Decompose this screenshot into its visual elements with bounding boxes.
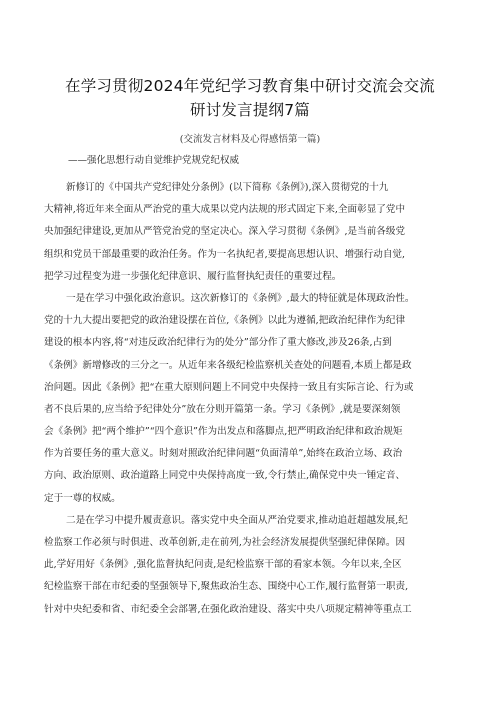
body-line: 作为首要任务的重大意义。时刻对照政治纪律问题“负面清单”,始终在政治立场、政治 — [44, 448, 403, 460]
body-line: 治问题。因此《条例》把“在重大原则问题上不同党中央保持一致且有实际言论、行为或 — [44, 381, 414, 393]
body-line: 组织和党员干部最重要的政治任务。作为一名执纪者,要提高思想认识、增强行动自觉, — [44, 248, 406, 260]
title-line-2: 研讨发言提纲7篇 — [190, 101, 310, 119]
body-line: 《条例》新增修改的三分之一。从近年来各级纪检监察机关查处的问题看,本质上都是政 — [44, 359, 412, 371]
subheading: (交流发言材料及心得感悟第一篇) — [179, 134, 321, 145]
section-heading: ——强化思想行动自觉维护党规党纪权威 — [68, 155, 240, 166]
body-line: 此,学好用好《条例》,强化监督执纪问责,是纪检监察干部的看家本领。今年以来,全区 — [44, 559, 402, 571]
body-line: 一是在学习中强化政治意识。这次新修订的《条例》,最大的特征就是体现政治性。 — [66, 292, 415, 304]
body-line: 二是在学习中提升履责意识。落实党中央全面从严治党要求,推动追赶超越发展,纪 — [66, 514, 408, 526]
body-text — [44, 177, 460, 621]
body-line: 检监察工作必须与时俱进、改革创新,走在前列,为社会经济发展提供坚强纪律保障。因 — [44, 537, 406, 548]
body-line: 央加强纪律建设,更加从严管党治党的坚定决心。深入学习贯彻《条例》,是当前各级党 — [44, 226, 406, 238]
title-line-1: 在学习贯彻2024年党纪学习教育集中研讨交流会交流 — [65, 77, 435, 95]
body-line: 会《条例》把“两个维护”“四个意识”作为出发点和落脚点,把严明政治纪律和政治规矩 — [44, 426, 403, 438]
body-line: 者不良后果的,应当给予纪律处分”放在分则开篇第一条。学习《条例》,就是要深刻领 — [44, 403, 401, 415]
body-line: 定于一尊的权威。 — [44, 492, 121, 504]
body-line: 新修订的《中国共产党纪律处分条例》(以下简称《条例》),深入贯彻党的十九 — [66, 182, 389, 193]
body-line: 方向、政治原则、政治道路上同党中央保持高度一致,令行禁止,确保党中央一锤定音、 — [44, 470, 406, 482]
body-line: 党的十九大提出要把党的政治建设摆在首位,《条例》以此为遵循,把政治纪律作为纪律 — [44, 315, 406, 327]
document-title — [40, 74, 460, 122]
body-line: 纪检监察干部在市纪委的坚强领导下,聚焦政治生态、围绕中心工作,履行监督第一职责, — [44, 581, 409, 593]
body-line: 把学习过程变为进一步强化纪律意识、履行监督执纪责任的重要过程。 — [44, 270, 342, 282]
body-line: 针对中央纪委和省、市纪委全会部署,在强化政治建设、落实中央八项规定精神等重点工 — [44, 603, 412, 615]
body-line: 大精神,将近年来全面从严治党的重大成果以党内法规的形式固定下来,全面彰显了党中 — [44, 204, 406, 216]
body-line: 建设的根本内容,将“对违反政治纪律行为的处分”部分作了重大修改,涉及26条,占到 — [44, 337, 392, 349]
